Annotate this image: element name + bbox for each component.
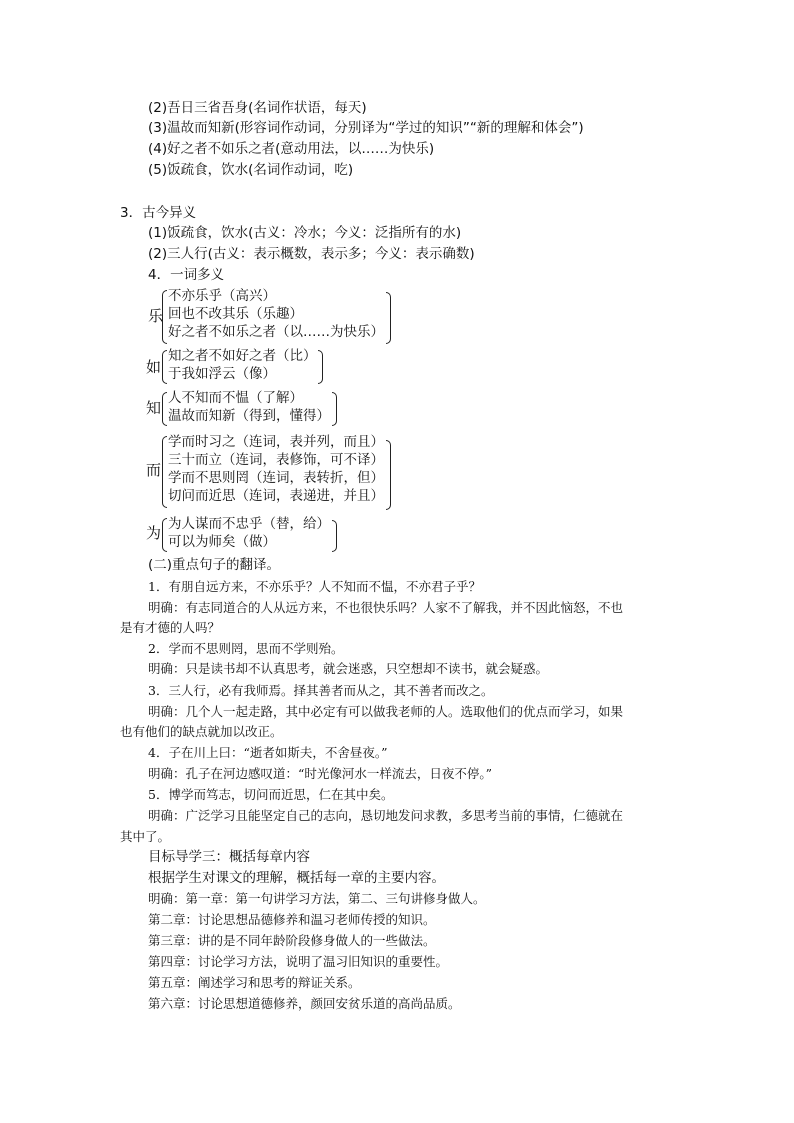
right-brace — [332, 520, 337, 552]
polysemy-line: 可以为师矣（做） — [168, 534, 276, 550]
answer-4: 明确：孔子在河边感叹道：“时光像河水一样流去，日夜不停。” — [148, 766, 493, 781]
chapter-summary: 明确：第一章：第一句讲学习方法，第二、三句讲修身做人。 — [148, 891, 486, 906]
answer-1-cont: 是有才德的人吗？ — [120, 620, 221, 635]
ancient-modern-item-1: (1)饭疏食，饮水(古义：冷水；今义：泛指所有的水) — [148, 225, 462, 241]
right-brace — [318, 350, 323, 384]
section-title-ancient-modern: 3．古今异义 — [120, 205, 197, 221]
section-title-polysemy: 4．一词多义 — [148, 267, 225, 283]
answer-5-cont: 其中了。 — [120, 829, 171, 844]
sentence-5: 5．博学而笃志，切问而近思，仁在其中矣。 — [148, 787, 394, 802]
polysemy-line: 三十而立（连词，表修饰，可不译） — [168, 452, 384, 468]
polysemy-line: 回也不改其乐（乐趣） — [168, 306, 303, 322]
polysemy-char-er: 而 — [146, 461, 162, 479]
answer-3-cont: 也有他们的缺点就加以改正。 — [120, 724, 283, 739]
polysemy-line: 好之者不如乐之者（以……为快乐） — [168, 324, 384, 340]
right-brace — [386, 292, 391, 344]
chapter-summary: 第四章：讨论学习方法，说明了温习旧知识的重要性。 — [148, 954, 449, 969]
usage-item-5: (5)饭疏食，饮水(名词作动词，吃) — [148, 162, 354, 178]
chapter-summary: 第三章：讲的是不同年龄阶段修身做人的一些做法。 — [148, 933, 436, 948]
sentence-4: 4．子在川上曰：“逝者如斯夫，不舍昼夜。” — [148, 745, 388, 760]
answer-5: 明确：广泛学习且能坚定自己的志向，恳切地发问求教，多思考当前的事情，仁德就在 — [148, 808, 624, 823]
polysemy-line: 学而不思则罔（连词，表转折，但） — [168, 470, 384, 486]
left-brace — [162, 350, 167, 384]
polysemy-line: 于我如浮云（像） — [168, 366, 276, 382]
left-brace — [162, 436, 167, 508]
left-brace — [162, 518, 167, 552]
polysemy-char-le: 乐 — [148, 307, 164, 325]
polysemy-line: 不亦乐乎（高兴） — [168, 288, 276, 304]
polysemy-line: 人不知而不愠（了解） — [168, 390, 303, 406]
usage-item-3: (3)温故而知新(形容词作动词，分别译为“学过的知识”“新的理解和体会”) — [148, 120, 584, 136]
goal3-title: 目标导学三：概括每章内容 — [148, 849, 310, 865]
sentence-1: 1．有朋自远方来，不亦乐乎？人不知而不愠，不亦君子乎？ — [148, 579, 481, 594]
polysemy-line: 温故而知新（得到，懂得） — [168, 408, 330, 424]
polysemy-char-ru: 如 — [146, 358, 162, 376]
right-brace — [386, 440, 391, 510]
sentence-3: 3．三人行，必有我师焉。择其善者而从之，其不善者而改之。 — [148, 683, 494, 698]
sentence-2: 2．学而不思则罔，思而不学则殆。 — [148, 641, 344, 656]
answer-2: 明确：只是读书却不认真思考，就会迷惑，只空想却不读书，就会疑惑。 — [148, 661, 549, 676]
chapter-summary: 第五章：阐述学习和思考的辩证关系。 — [148, 975, 361, 990]
usage-item-4: (4)好之者不如乐之者(意动用法，以……为快乐) — [148, 141, 435, 157]
polysemy-line: 知之者不如好之者（比） — [168, 348, 317, 364]
polysemy-line: 学而时习之（连词，表并列，而且） — [168, 434, 384, 450]
polysemy-char-wei: 为 — [146, 524, 162, 542]
goal3-instruction: 根据学生对课文的理解，概括每一章的主要内容。 — [148, 870, 445, 886]
answer-3: 明确：几个人一起走路，其中必定有可以做我老师的人。选取他们的优点而学习，如果 — [148, 704, 624, 719]
chapter-summary: 第二章：讨论思想品德修养和温习老师传授的知识。 — [148, 912, 436, 927]
answer-1: 明确：有志同道合的人从远方来，不也很快乐吗？人家不了解我，并不因此恼怒，不也 — [148, 600, 624, 615]
translation-title: (二)重点句子的翻译。 — [148, 557, 281, 573]
polysemy-line: 切问而近思（连词，表递进，并且） — [168, 488, 384, 504]
usage-item-2: (2)吾日三省吾身(名词作状语，每天) — [148, 100, 367, 116]
right-brace — [332, 392, 337, 426]
ancient-modern-item-2: (2)三人行(古义：表示概数，表示多；今义：表示确数) — [148, 246, 475, 262]
left-brace — [162, 392, 167, 426]
chapter-summary: 第六章：讨论思想道德修养，颜回安贫乐道的高尚品质。 — [148, 996, 461, 1011]
polysemy-line: 为人谋而不忠乎（替，给） — [168, 516, 330, 532]
left-brace — [162, 290, 167, 344]
polysemy-char-zhi: 知 — [146, 399, 162, 417]
